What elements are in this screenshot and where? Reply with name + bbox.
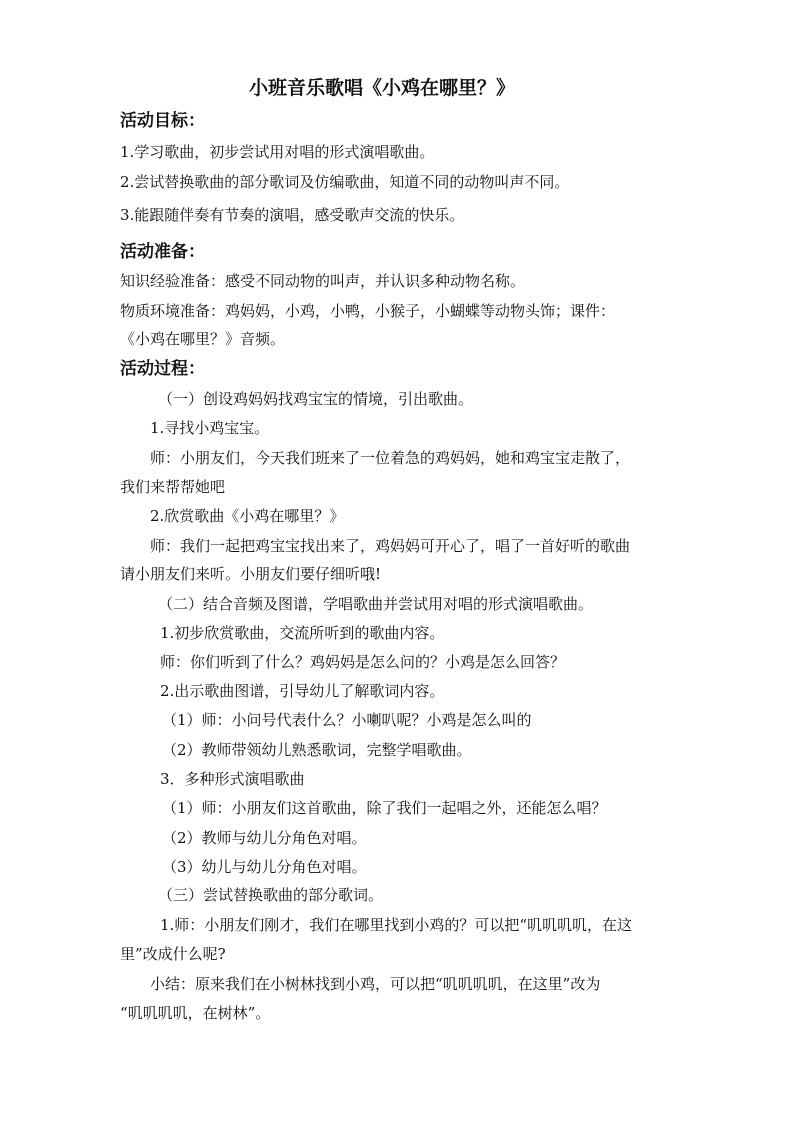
- process-line: 师：你们听到了什么？鸡妈妈是怎么问的？小鸡是怎么回答？: [160, 653, 566, 671]
- process-line: 我们来帮帮她吧: [120, 478, 226, 496]
- process-line: 请小朋友们来听。小朋友们要仔细听哦!: [120, 565, 382, 583]
- process-line: （1）师：小问号代表什么？小喇叭呢？小鸡是怎么叫的: [162, 711, 532, 729]
- process-heading: 活动过程：: [120, 359, 205, 379]
- process-line: 小结：原来我们在小树林找到小鸡，可以把“叽叽叽叽，在这里”改为: [150, 975, 601, 993]
- goal-item: 1.学习歌曲，初步尝试用对唱的形式演唱歌曲。: [120, 143, 435, 161]
- preparation-item: 《小鸡在哪里？》音频。: [120, 330, 286, 348]
- process-line: （2）教师带领幼儿熟悉歌词，完整学唱歌曲。: [162, 741, 472, 759]
- goal-item: 2.尝试替换歌曲的部分歌词及仿编歌曲，知道不同的动物叫声不同。: [120, 173, 570, 191]
- process-line: （一）创设鸡妈妈找鸡宝宝的情境，引出歌曲。: [158, 390, 474, 408]
- process-line: 师：小朋友们，今天我们班来了一位着急的鸡妈妈，她和鸡宝宝走散了，: [150, 449, 631, 467]
- process-line: 师：我们一起把鸡宝宝找出来了，鸡妈妈可开心了，唱了一首好听的歌曲: [150, 537, 631, 555]
- process-line: 里”改成什么呢?: [120, 945, 226, 963]
- process-line: 1.初步欣赏歌曲，交流所听到的歌曲内容。: [160, 624, 445, 642]
- preparation-item: 物质环境准备：鸡妈妈，小鸡，小鸭，小猴子，小蝴蝶等动物头饰；课件：: [120, 302, 616, 320]
- process-line: “叽叽叽叽，在树林”。: [120, 1004, 271, 1022]
- preparation-item: 知识经验准备：感受不同动物的叫声，并认识多种动物名称。: [120, 272, 526, 290]
- process-line: 3．多种形式演唱歌曲: [160, 770, 305, 788]
- process-line: 2.欣赏歌曲《小鸡在哪里？》: [150, 507, 345, 525]
- page-title: 小班音乐歌唱《小鸡在哪里？》: [249, 77, 516, 99]
- process-line: （2）教师与幼儿分角色对唱。: [162, 829, 367, 847]
- process-line: （二）结合音频及图谱，学唱歌曲并尝试用对唱的形式演唱歌曲。: [158, 595, 594, 613]
- process-line: （3）幼儿与幼儿分角色对唱。: [162, 858, 367, 876]
- goal-item: 3.能跟随伴奏有节奏的演唱，感受歌声交流的快乐。: [120, 206, 465, 224]
- process-line: （1）师：小朋友们这首歌曲，除了我们一起唱之外，还能怎么唱？: [162, 799, 607, 817]
- process-line: 1.寻找小鸡宝宝。: [150, 419, 270, 437]
- process-line: 2.出示歌曲图谱，引导幼儿了解歌词内容。: [160, 682, 445, 700]
- goals-heading: 活动目标：: [120, 111, 205, 131]
- process-line: 1.师：小朋友们刚才，我们在哪里找到小鸡的？可以把“叽叽叽叽，在这: [160, 916, 632, 934]
- preparation-heading: 活动准备：: [120, 242, 205, 262]
- process-line: （三）尝试替换歌曲的部分歌词。: [158, 886, 384, 904]
